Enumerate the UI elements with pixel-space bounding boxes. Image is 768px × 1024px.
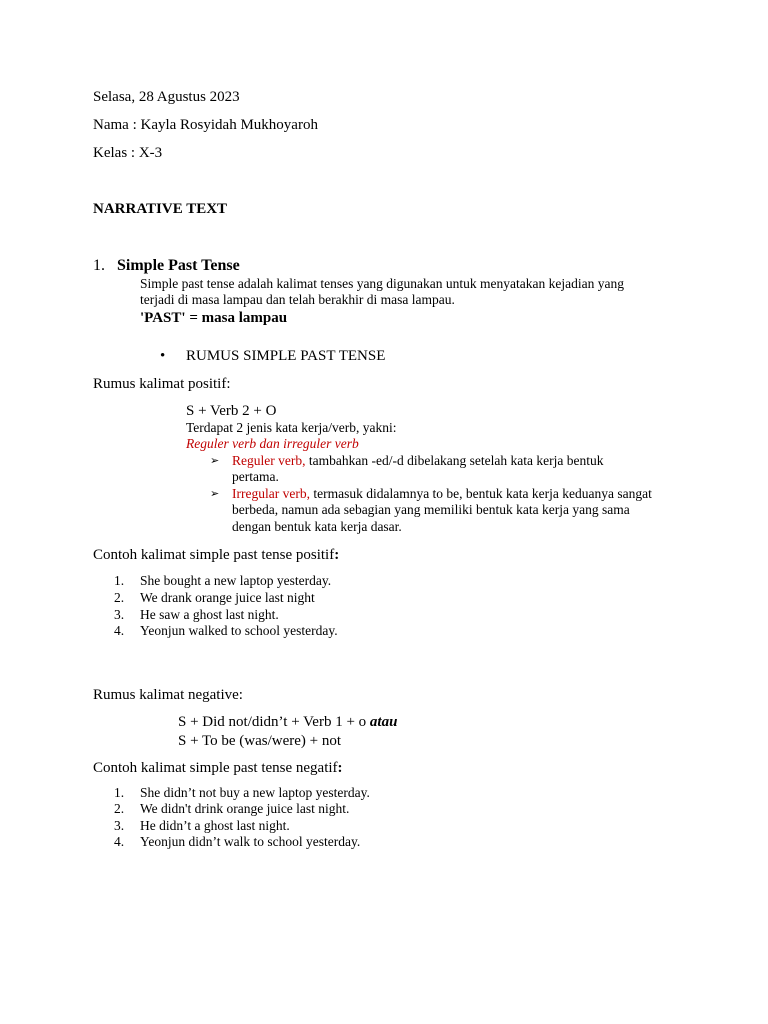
list-item <box>114 801 349 818</box>
irregular-verb-line-2: berbeda, namun ada sebagian yang memiliki bentuk kata kerja yang sama <box>232 502 630 517</box>
regular-verb-desc: tambahkan -ed/-d dibelakang setelah kata kerja bentuk <box>305 453 604 468</box>
list-number: 4. <box>114 623 125 638</box>
verb-intro: Terdapat 2 jenis kata kerja/verb, yakni: <box>186 420 397 435</box>
arrow-bullet-icon: ➢ <box>210 455 220 467</box>
list-number: 1. <box>114 573 125 588</box>
list-text: Yeonjun didn’t walk to school yesterday. <box>140 834 361 849</box>
document-title: NARRATIVE TEXT <box>93 201 228 217</box>
section-heading <box>93 256 240 275</box>
bullet-text: RUMUS SIMPLE PAST TENSE <box>186 348 386 364</box>
list-number: 2. <box>114 590 125 605</box>
list-text: We drank orange juice last night <box>140 590 315 605</box>
negative-formula-1-text: S + Did not/didn’t + Verb 1 + o <box>178 714 370 730</box>
list-number: 3. <box>114 818 125 833</box>
section-desc-line-2: terjadi di masa lampau dan telah berakhir di masa lampau. <box>140 292 455 307</box>
list-item <box>114 818 290 835</box>
list-number: 1. <box>114 785 125 800</box>
positive-formula: S + Verb 2 + O <box>186 403 277 419</box>
list-text: We didn't drink orange juice last night. <box>140 801 350 816</box>
negative-examples-label-text: Contoh kalimat simple past tense negatif <box>93 760 338 776</box>
positive-examples-label-text: Contoh kalimat simple past tense positif <box>93 547 335 563</box>
list-item <box>114 623 338 640</box>
list-number: 3. <box>114 607 125 622</box>
verb-types: Reguler verb dan irreguler verb <box>186 436 359 451</box>
regular-verb-term: Reguler verb, <box>232 453 306 468</box>
list-item <box>114 590 315 607</box>
positive-examples-label-colon: : <box>334 547 340 563</box>
list-item <box>114 573 331 590</box>
list-text: She bought a new laptop yesterday. <box>140 573 332 588</box>
irregular-verb-term: Irregular verb, <box>232 486 310 501</box>
irregular-verb-desc: termasuk didalamnya to be, bentuk kata kerja keduanya sangat <box>309 486 652 501</box>
irregular-verb-line-3: dengan bentuk kata kerja dasar. <box>232 519 402 534</box>
list-text: She didn’t not buy a new laptop yesterday. <box>140 785 370 800</box>
regular-verb-line-2: pertama. <box>232 469 279 484</box>
section-number: 1. <box>93 257 105 274</box>
negative-examples-label <box>93 759 343 777</box>
list-number: 4. <box>114 834 125 849</box>
past-definition: 'PAST' = masa lampau <box>140 310 288 326</box>
bullet-dot: • <box>160 348 166 364</box>
section-desc-line-1: Simple past tense adalah kalimat tenses yang digunakan untuk menyatakan kejadian yang <box>140 276 624 291</box>
list-item <box>114 785 370 802</box>
list-text: He didn’t a ghost last night. <box>140 818 290 833</box>
negative-examples-label-colon: : <box>337 760 343 776</box>
positive-formula-label: Rumus kalimat positif: <box>93 376 231 392</box>
list-item <box>114 834 360 851</box>
name-line: Nama : Kayla Rosyidah Mukhoyaroh <box>93 117 318 133</box>
irregular-verb-line-1 <box>232 486 652 503</box>
list-text: Yeonjun walked to school yesterday. <box>140 623 338 638</box>
negative-formula-label: Rumus kalimat negative: <box>93 687 243 703</box>
class-line: Kelas : X-3 <box>93 145 163 161</box>
negative-formula-1 <box>178 713 397 731</box>
regular-verb-line-1 <box>232 453 604 470</box>
list-text: He saw a ghost last night. <box>140 607 279 622</box>
positive-examples-label <box>93 546 339 564</box>
list-item <box>114 607 279 624</box>
arrow-bullet-icon: ➢ <box>210 488 220 500</box>
negative-formula-2: S + To be (was/were) + not <box>178 733 342 749</box>
bullet-item <box>160 347 385 365</box>
list-number: 2. <box>114 801 125 816</box>
section-title: Simple Past Tense <box>117 257 240 274</box>
date-line: Selasa, 28 Agustus 2023 <box>93 89 240 105</box>
negative-formula-1-suffix: atau <box>369 714 398 730</box>
